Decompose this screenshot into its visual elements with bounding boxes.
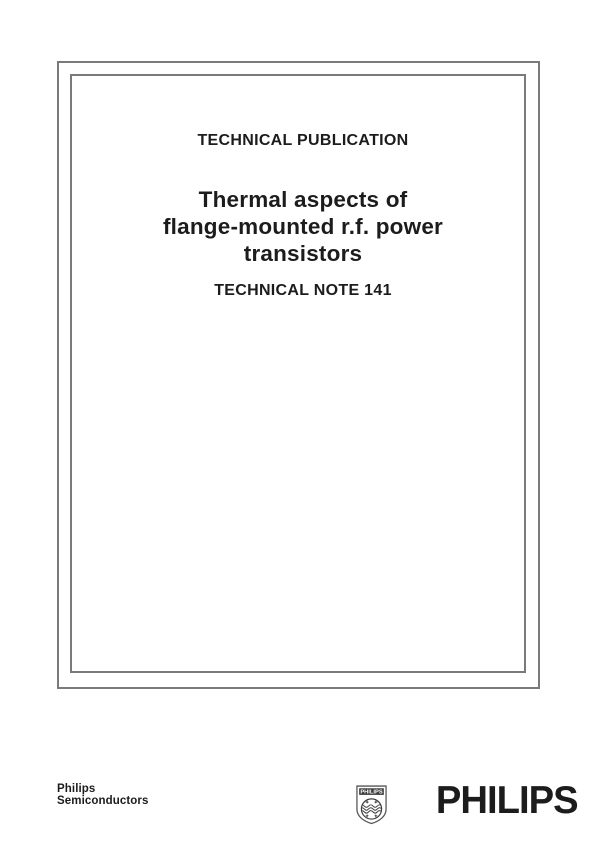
publication-kicker: TECHNICAL PUBLICATION	[197, 132, 409, 149]
brand-line-2: Semiconductors	[57, 794, 149, 807]
document-title	[72, 186, 534, 267]
title-line-2: flange-mounted r.f. power	[162, 214, 443, 239]
philips-shield-icon	[355, 784, 388, 825]
title-line-1: Thermal aspects of	[198, 187, 408, 212]
technical-note-number: TECHNICAL NOTE 141	[214, 282, 392, 299]
title-line-3: transistors	[243, 241, 363, 266]
philips-semiconductors-label	[57, 784, 149, 807]
brand-line-1: Philips	[57, 783, 96, 795]
inner-border-frame	[70, 74, 526, 673]
shield-philips-text: PHILIPS	[360, 789, 384, 796]
philips-wordmark: PHILIPS	[436, 779, 578, 822]
